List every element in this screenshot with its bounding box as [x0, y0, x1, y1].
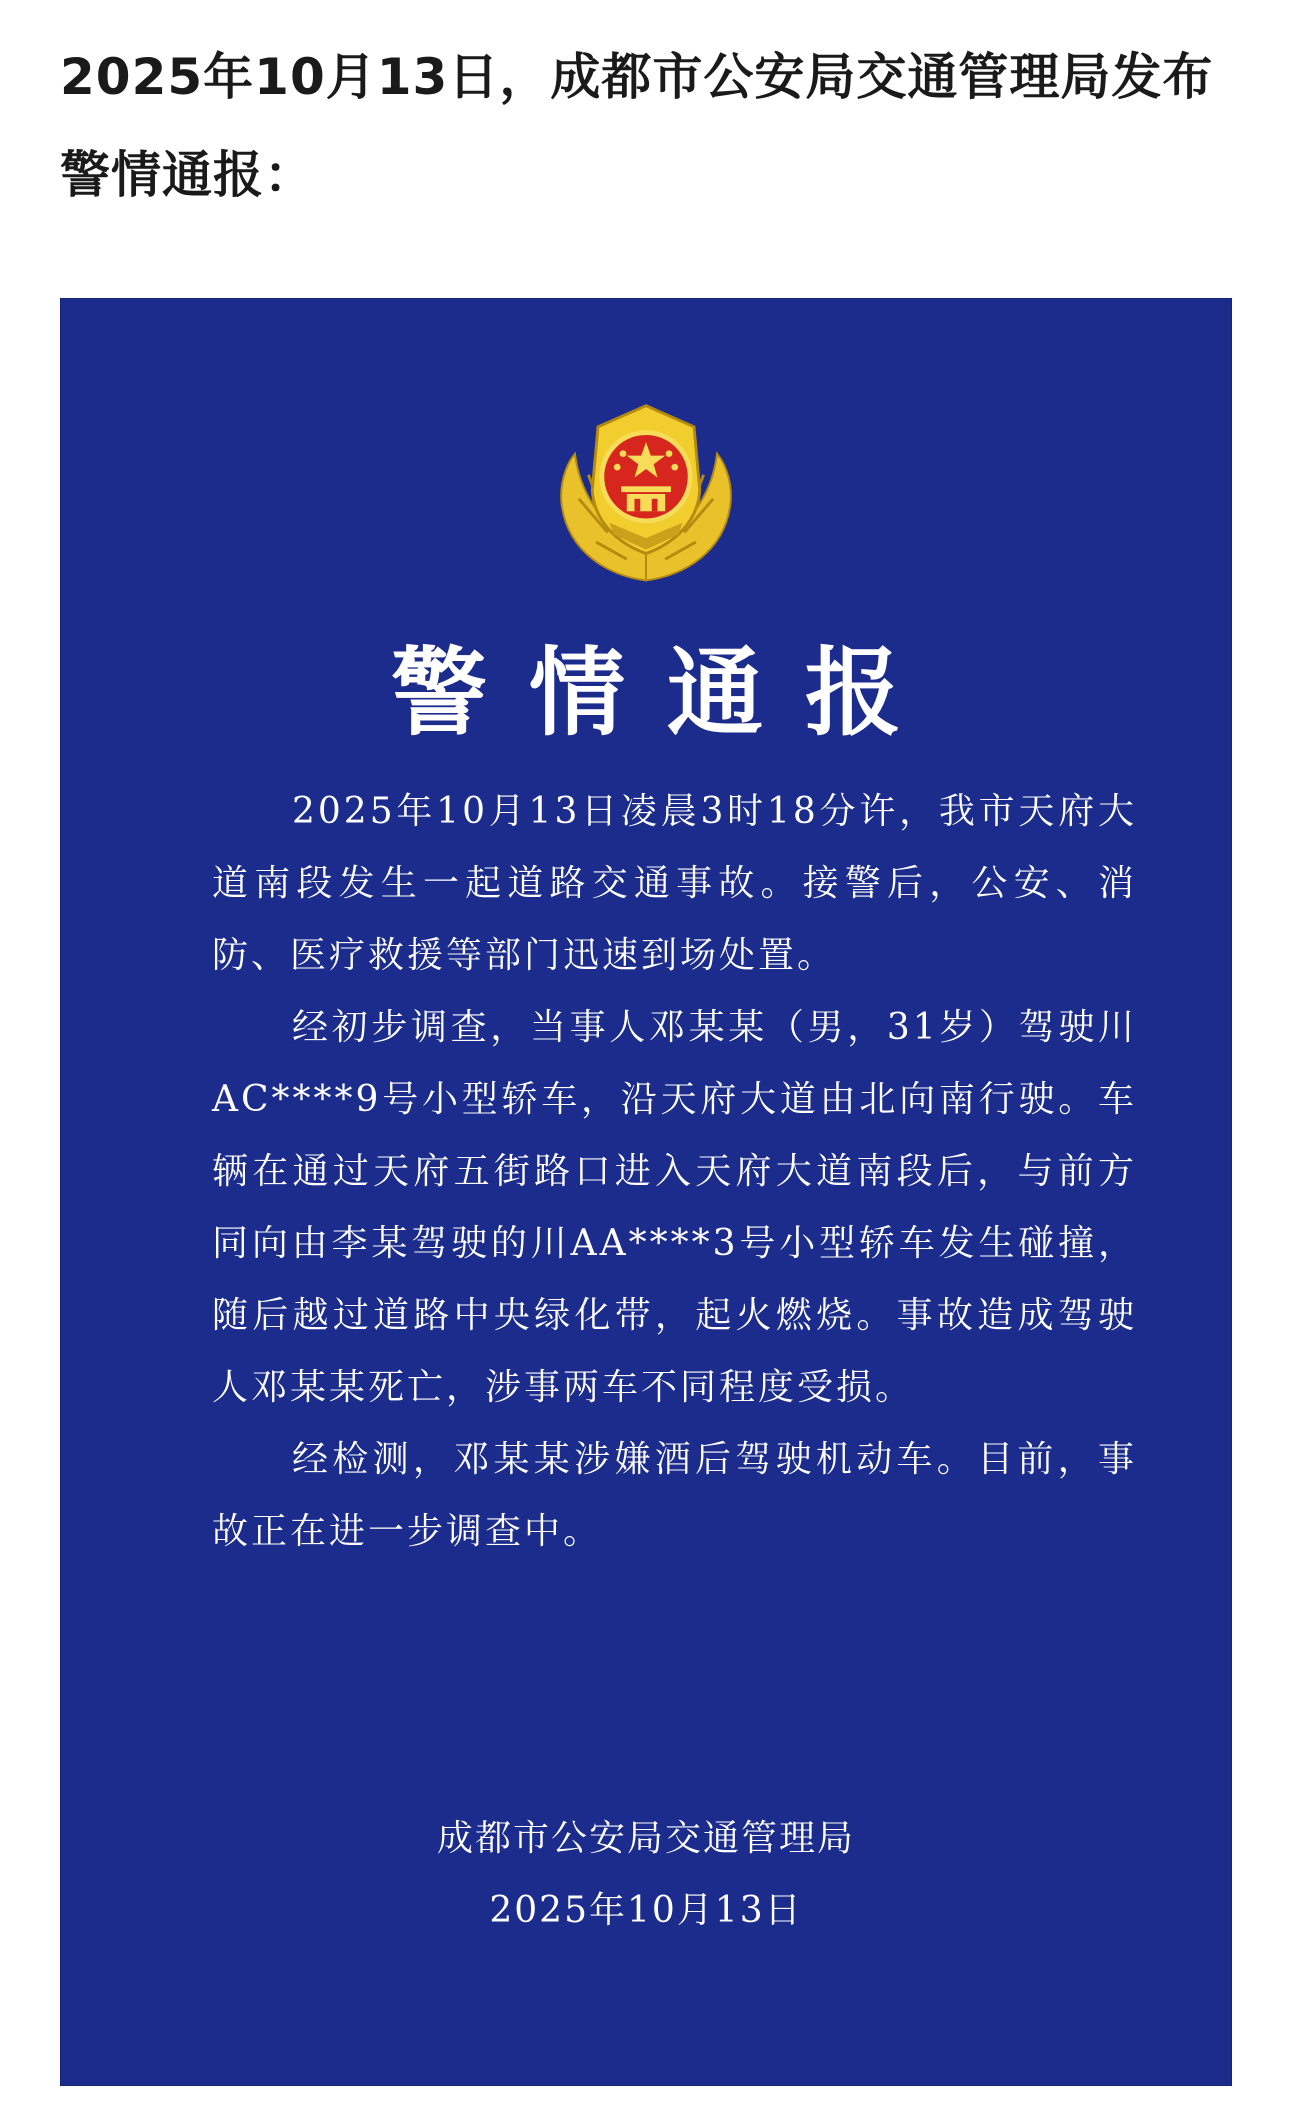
notice-title: 警情通报: [391, 637, 943, 749]
issuer-name: 成都市公安局交通管理局: [436, 1818, 855, 1859]
notice-signature: [60, 1803, 1232, 1947]
police-emblem-icon: [550, 398, 742, 590]
issue-date: 2025年10月13日: [489, 1890, 803, 1931]
notice-body: [212, 776, 1137, 1568]
notice-paragraph: 经检测，邓某某涉嫌酒后驾驶机动车。目前，事故正在进一步调查中。: [212, 1439, 1137, 1552]
notice-paragraph: 经初步调查，当事人邓某某（男，31岁）驾驶川AC****9号小型轿车，沿天府大道由北向南行驶。车辆在通过天府五街路口进入天府大道南段后，与前方同向由李某驾驶的川AA****3号小型轿车发生碰撞，随后越过道路中央绿化带，起火燃烧。事故造成驾驶人邓某某死亡，涉事两车不同程度受损。: [212, 1007, 1137, 1408]
notice-paragraph: 2025年10月13日凌晨3时18分许，我市天府大道南段发生一起道路交通事故。接警后，公安、消防、医疗救援等部门迅速到场处置。: [212, 791, 1137, 976]
police-notice-image: [60, 298, 1232, 2086]
post-headline: 2025年10月13日，成都市公安局交通管理局发布警情通报：: [60, 48, 1214, 204]
